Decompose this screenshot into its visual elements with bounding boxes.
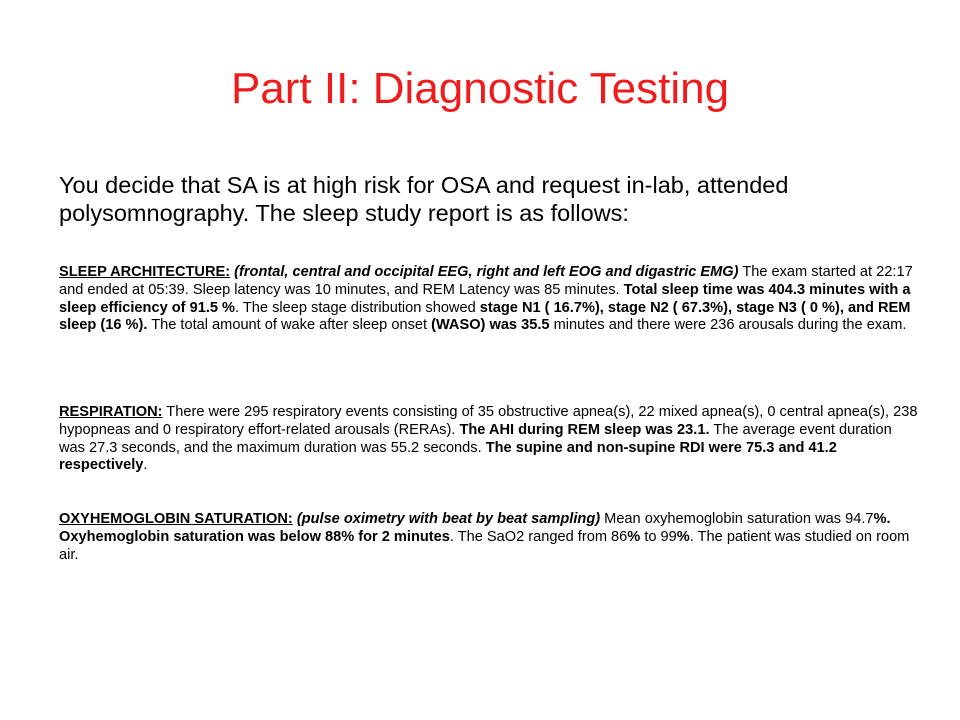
rdi-values: The supine and non-supine RDI were 75.3 and 41.2 respectively xyxy=(59,439,837,474)
oxyhemoglobin-section xyxy=(59,511,919,564)
oxyhemoglobin-text-1: Mean oxyhemoglobin saturation was 94.7 xyxy=(600,511,874,527)
slide-title: Part II: Diagnostic Testing xyxy=(230,64,730,113)
ahi-rem: The AHI during REM sleep was 23.1. xyxy=(459,421,710,438)
respiration-section xyxy=(59,404,919,475)
respiration-text-3: . xyxy=(143,457,148,474)
oxyhemoglobin-heading: OXYHEMOGLOBIN SATURATION: xyxy=(59,511,293,527)
respiration-heading: RESPIRATION: xyxy=(59,404,163,420)
oxyhemoglobin-method: (pulse oximetry with beat by beat sampling) xyxy=(292,511,601,527)
sleep-architecture-section xyxy=(59,264,919,335)
sleep-architecture-text-1: The exam started at 22:17 and ended at 05:39. Sleep latency was 10 minutes, and REM Latency was 85 minutes. xyxy=(59,264,913,298)
respiration-text-1: There were 295 respiratory events consisting of 35 obstructive apnea(s), 22 mixed apnea(s), 0 central apnea(s), 238 hypopneas and 0 respiratory effort-related arousals (RERAs). xyxy=(59,404,918,438)
sleep-architecture-text-3: The total amount of wake after sleep onset xyxy=(147,317,432,334)
sleep-architecture-heading: SLEEP ARCHITECTURE: xyxy=(59,264,231,280)
waso-value: (WASO) was 35.5 xyxy=(431,317,550,334)
oxyhemoglobin-text-2: . The SaO2 ranged from 86 xyxy=(449,528,628,545)
sleep-architecture-text-4: minutes and there were 236 arousals during the exam. xyxy=(549,317,907,334)
sleep-architecture-text-2: . The sleep stage distribution showed xyxy=(235,299,480,316)
percent-sign: % xyxy=(676,528,690,545)
respiration-text-2: The average event duration was 27.3 seconds, and the maximum duration was 55.2 seconds. xyxy=(59,421,892,456)
sleep-stage-distribution: stage N1 ( 16.7%), stage N2 ( 67.3%), stage N3 ( 0 %), and REM sleep (16 %). xyxy=(59,299,911,334)
percent-sign: % xyxy=(627,528,641,545)
oxyhemoglobin-text-4: . The patient was studied on room air. xyxy=(59,528,910,563)
oxyhemoglobin-text-3: to 99 xyxy=(640,528,677,545)
intro-paragraph: You decide that SA is at high risk for OSA and request in-lab, attended polysomnography. The sleep study report is as follows: xyxy=(59,172,789,226)
saturation-below-88: %. Oxyhemoglobin saturation was below 88% for 2 minutes xyxy=(59,511,891,545)
sleep-architecture-method: (frontal, central and occipital EEG, right and left EOG and digastric EMG) xyxy=(234,264,739,280)
total-sleep-time: Total sleep time was 404.3 minutes with a sleep efficiency of 91.5 % xyxy=(59,281,911,316)
